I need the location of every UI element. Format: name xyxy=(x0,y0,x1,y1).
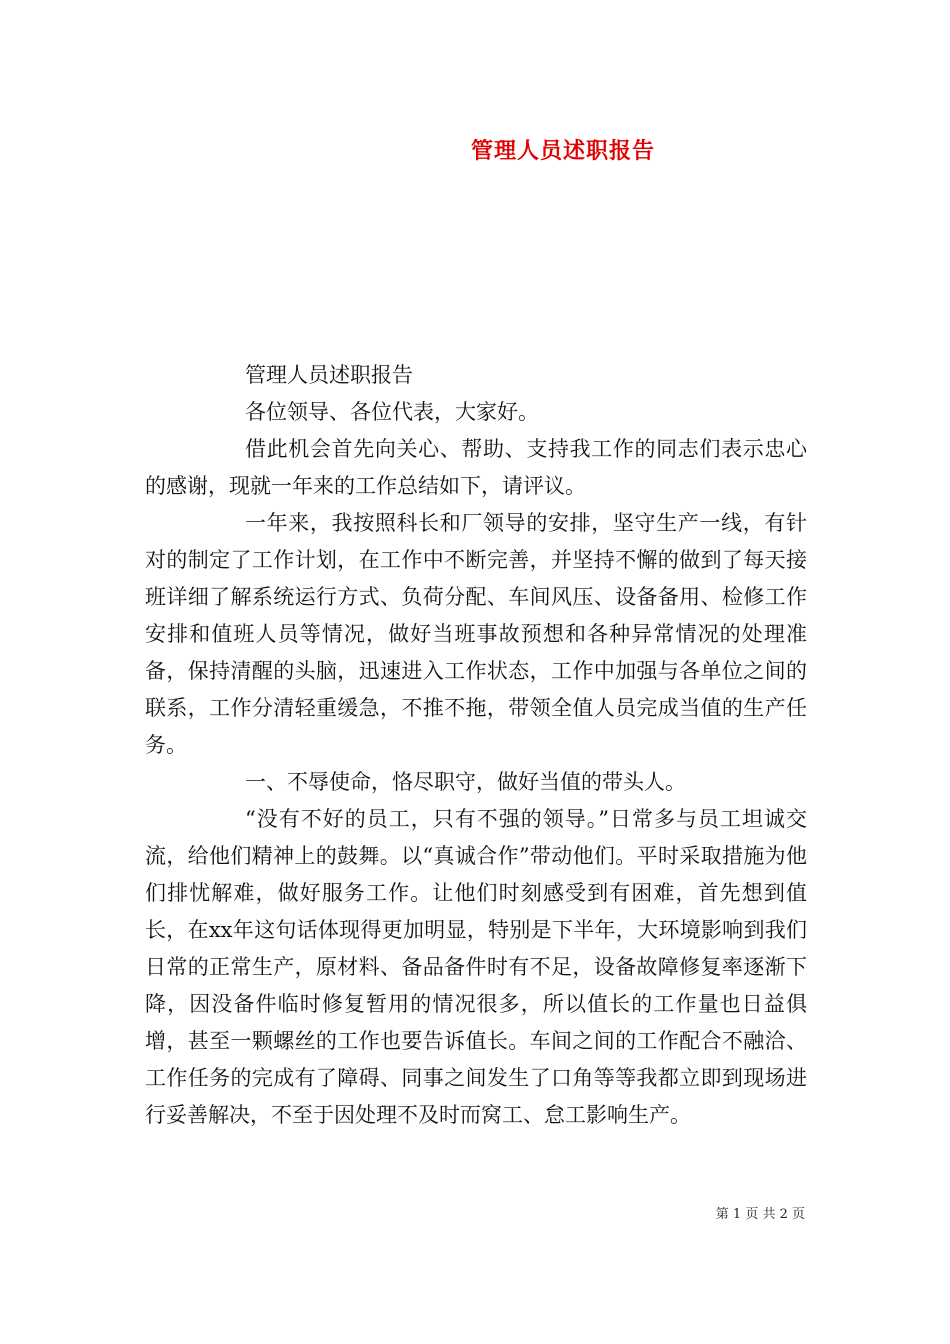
paragraph: “没有不好的员工，只有不强的领导。”日常多与员工坦诚交流，给他们精神上的鼓舞。以“真诚合作”带动他们。平时采取措施为他们排忧解难，做好服务工作。让他们时刻感受到有困难，首先想到值长，在xx年这句话体现得更加明显，特别是下半年，大环境影响到我们日常的正常生产，原材料、备品备件时有不足，设备故障修复率逐渐下降，因没备件临时修复暂用的情况很多，所以值长的工作量也日益俱增，甚至一颗螺丝的工作也要告诉值长。车间之间的工作配合不融洽、工作任务的完成有了障碍、同事之间发生了口角等等我都立即到现场进行妥善解决，不至于因处理不及时而窝工、怠工影响生产。 xyxy=(145,807,807,1127)
paragraph: 管理人员述职报告 xyxy=(245,363,413,387)
paragraph: 借此机会首先向关心、帮助、支持我工作的同志们表示忠心的感谢，现就一年来的工作总结如下，请评议。 xyxy=(145,437,807,498)
paragraph: 各位领导、各位代表，大家好。 xyxy=(245,400,539,424)
paragraph: 一年来，我按照科长和厂领导的安排，坚守生产一线，有针对的制定了工作计划，在工作中不断完善，并坚持不懈的做到了每天接班详细了解系统运行方式、负荷分配、车间风压、设备备用、检修工作安排和值班人员等情况，做好当班事故预想和各种异常情况的处理准备，保持清醒的头脑，迅速进入工作状态，工作中加强与各单位之间的联系，工作分清轻重缓急，不推不拖，带领全值人员完成当值的生产任务。 xyxy=(145,511,807,757)
page-title: 管理人员述职报告 xyxy=(470,138,655,164)
page-number-footer: 第 1 页 共 2 页 xyxy=(715,1207,805,1222)
document-body xyxy=(145,357,807,1134)
paragraph: 一、不辱使命，恪尽职守，做好当值的带头人。 xyxy=(245,770,686,794)
